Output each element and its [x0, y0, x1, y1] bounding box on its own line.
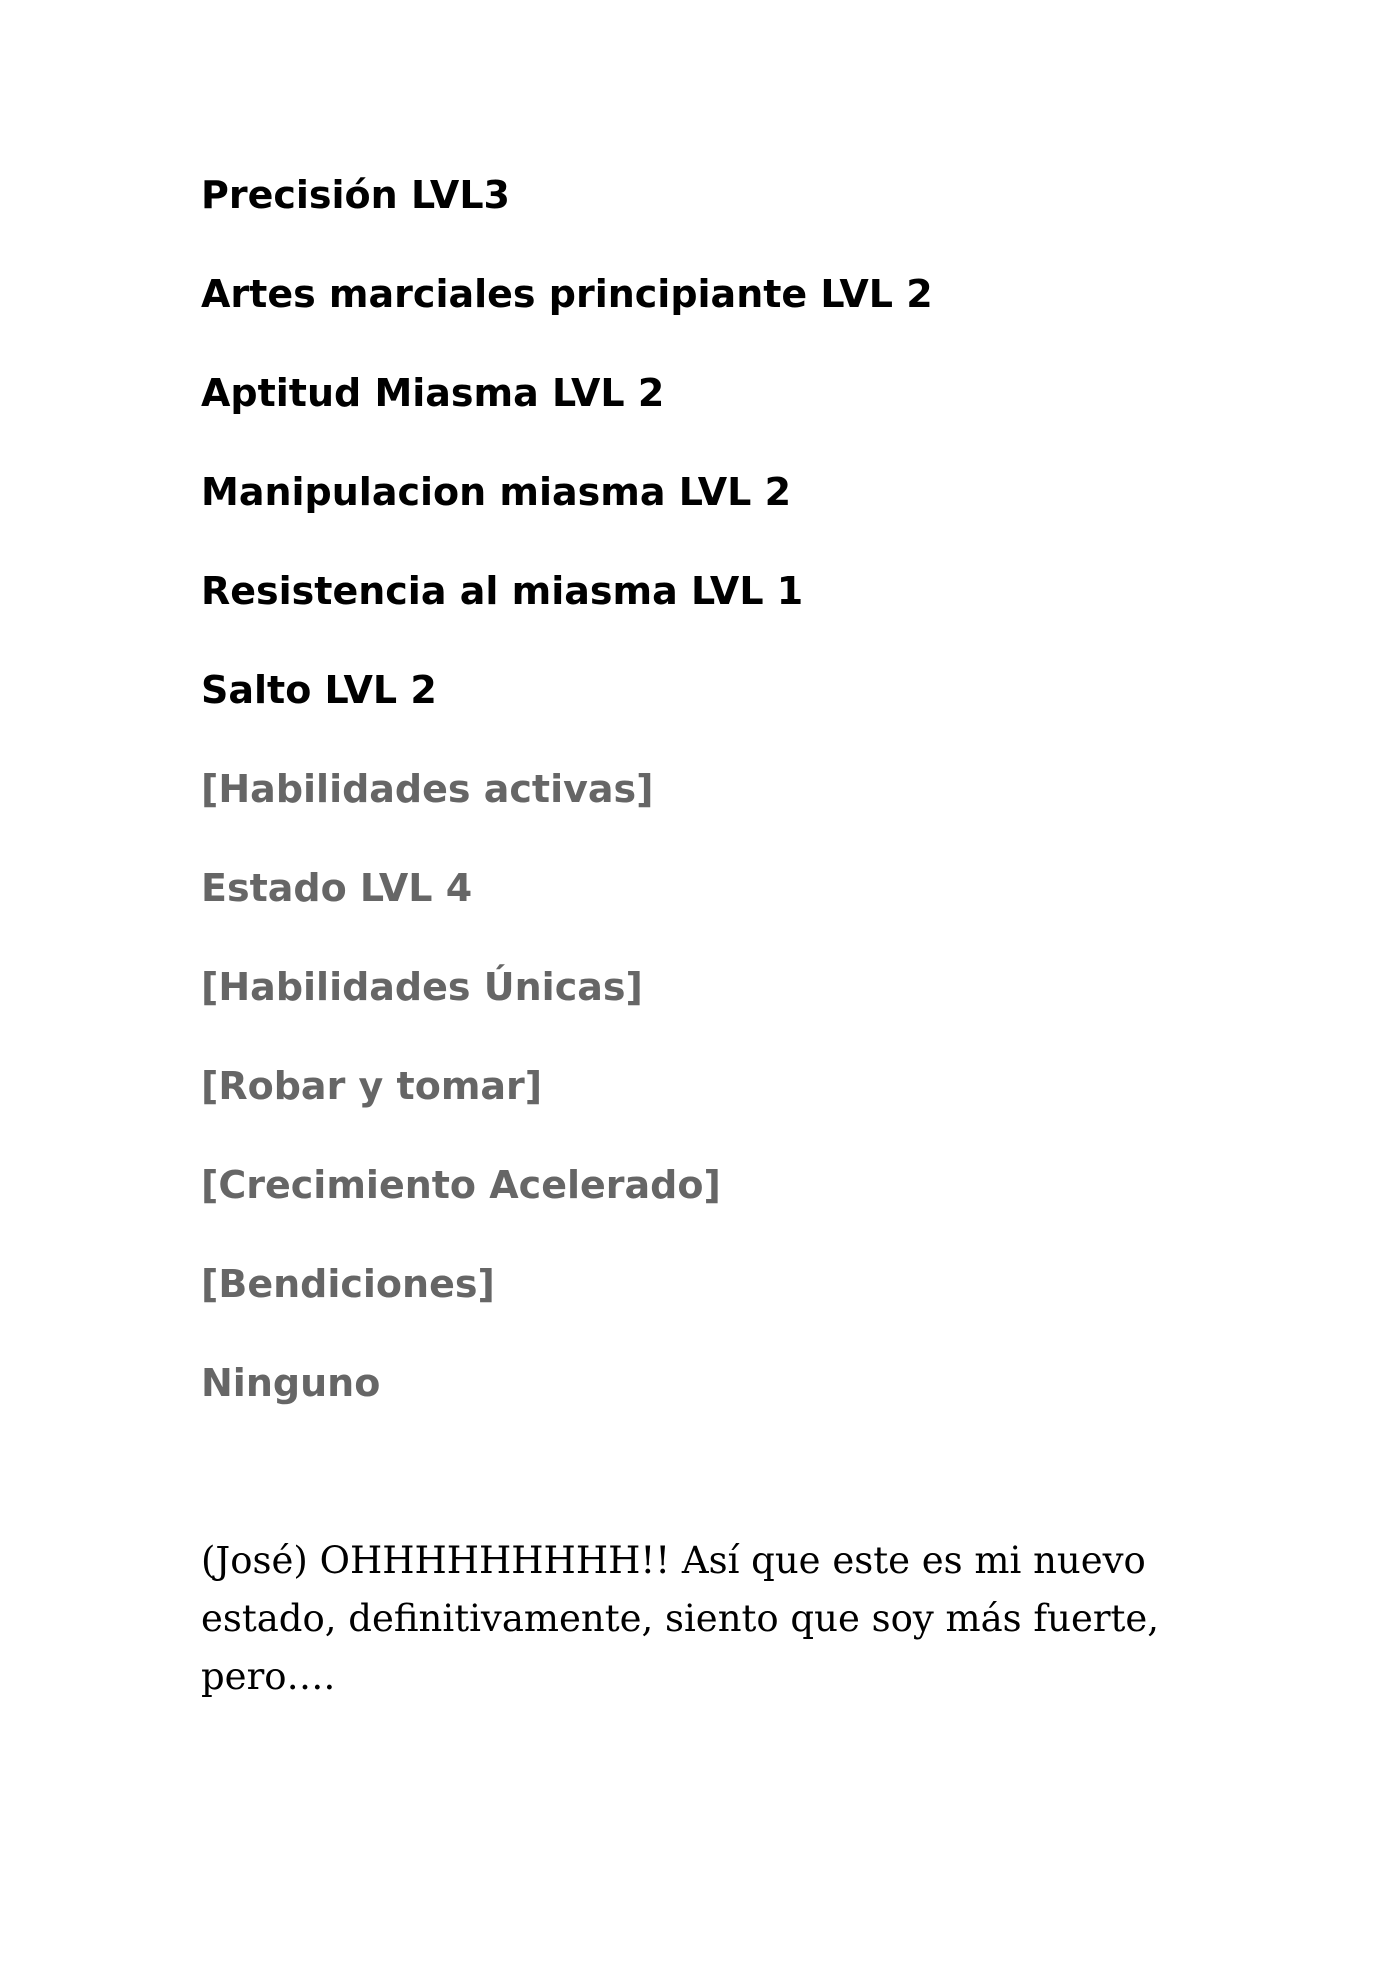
active-skill-status: Estado LVL 4 [201, 866, 473, 910]
dialogue-paragraph: (José) OHHHHHHHHH!! Así que este es mi nuevo estado, definitivamente, siento que soy más fuerte, pero…. [201, 1539, 1160, 1698]
blessing-none: Ninguno [201, 1361, 381, 1405]
passive-skill-martial-arts: Artes marciales principiante LVL 2 [201, 272, 933, 316]
passive-skill-precision: Precisión LVL3 [201, 173, 510, 217]
passive-skill-miasma-aptitude: Aptitud Miasma LVL 2 [201, 371, 665, 415]
passive-skill-miasma-manipulation: Manipulacion miasma LVL 2 [201, 470, 792, 514]
passive-skill-miasma-resistance: Resistencia al miasma LVL 1 [201, 569, 804, 613]
blessings-heading: [Bendiciones] [201, 1262, 495, 1306]
active-skills-heading: [Habilidades activas] [201, 767, 654, 811]
unique-skill-steal-take: [Robar y tomar] [201, 1064, 543, 1108]
unique-skill-accelerated-growth: [Crecimiento Acelerado] [201, 1163, 721, 1207]
passive-skill-jump: Salto LVL 2 [201, 668, 437, 712]
unique-skills-heading: [Habilidades Únicas] [201, 965, 643, 1009]
